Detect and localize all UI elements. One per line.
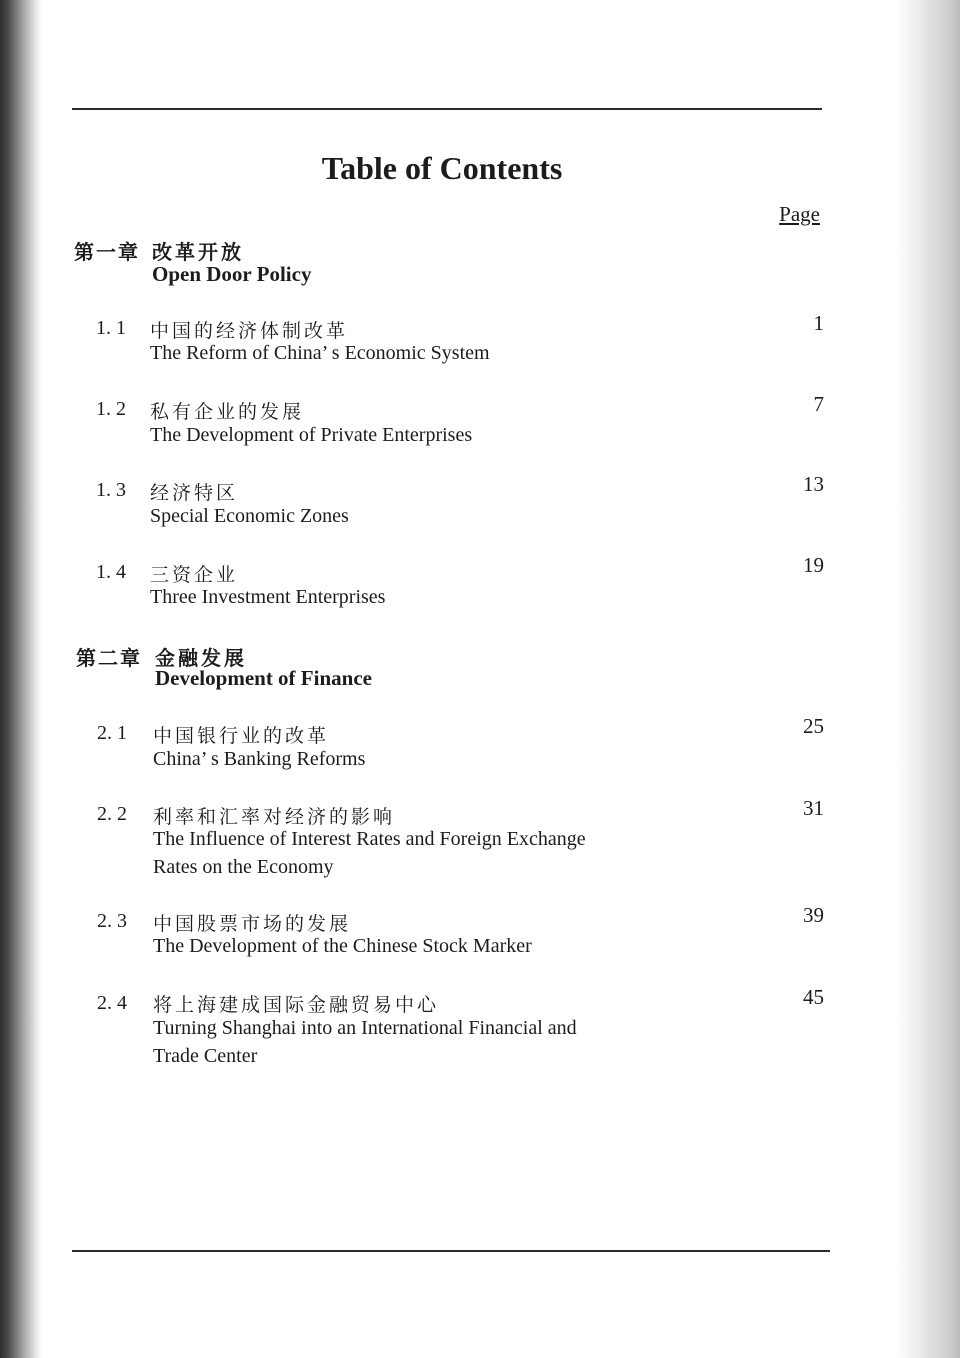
section-title-en: The Development of the Chinese Stock Marker	[153, 935, 532, 957]
section-title-en: The Reform of China’ s Economic System	[150, 342, 490, 364]
section-title-cn: 中国股票市场的发展	[153, 913, 352, 935]
chapter-title-en: Development of Finance	[155, 666, 372, 690]
section-page-number: 1	[813, 311, 824, 335]
section-number: 1. 2	[96, 398, 126, 420]
section-page-number: 39	[803, 903, 824, 927]
footer-rule	[72, 1250, 830, 1252]
section-title-cn: 利率和汇率对经济的影响	[153, 806, 396, 828]
section-number: 2. 3	[97, 910, 127, 932]
section-page-number: 13	[803, 472, 824, 496]
section-page-number: 19	[803, 553, 824, 577]
section-title-cn: 三资企业	[150, 564, 239, 586]
section-number: 2. 4	[97, 992, 127, 1014]
section-title-cn: 中国的经济体制改革	[150, 320, 349, 342]
section-number: 1. 3	[96, 479, 126, 501]
chapter-number: 第一章	[74, 240, 140, 264]
section-title-cn: 经济特区	[150, 482, 239, 504]
section-number: 1. 4	[96, 561, 126, 583]
chapter-number: 第二章	[76, 646, 142, 670]
chapter-title-cn: 改革开放	[152, 240, 244, 264]
section-title-en: The Influence of Interest Rates and Foreign Exchange Rates on the Economy	[153, 828, 586, 878]
section-title-cn: 将上海建成国际金融贸易中心	[153, 994, 440, 1016]
section-page-number: 7	[813, 392, 824, 416]
section-title-cn: 中国银行业的改革	[153, 725, 330, 747]
page-title: Table of Contents	[321, 150, 563, 186]
section-title-en: Three Investment Enterprises	[150, 586, 386, 608]
page-column-header: Page	[779, 202, 820, 226]
section-number: 2. 1	[97, 722, 127, 744]
page-edge-shadow	[896, 0, 960, 1358]
book-spine-shadow	[0, 0, 42, 1358]
section-page-number: 25	[803, 714, 824, 738]
section-page-number: 31	[803, 796, 824, 820]
chapter-title-cn: 金融发展	[155, 646, 247, 670]
chapter-title-en: Open Door Policy	[152, 262, 312, 286]
section-title-en: China’ s Banking Reforms	[153, 748, 366, 770]
header-rule	[72, 108, 822, 110]
section-title-en: Turning Shanghai into an International Financial and Trade Center	[153, 1017, 577, 1067]
section-title-en: Special Economic Zones	[150, 505, 349, 527]
section-number: 2. 2	[97, 803, 127, 825]
section-page-number: 45	[803, 985, 824, 1009]
section-title-cn: 私有企业的发展	[150, 401, 305, 423]
section-number: 1. 1	[96, 317, 126, 339]
section-title-en: The Development of Private Enterprises	[150, 424, 473, 446]
